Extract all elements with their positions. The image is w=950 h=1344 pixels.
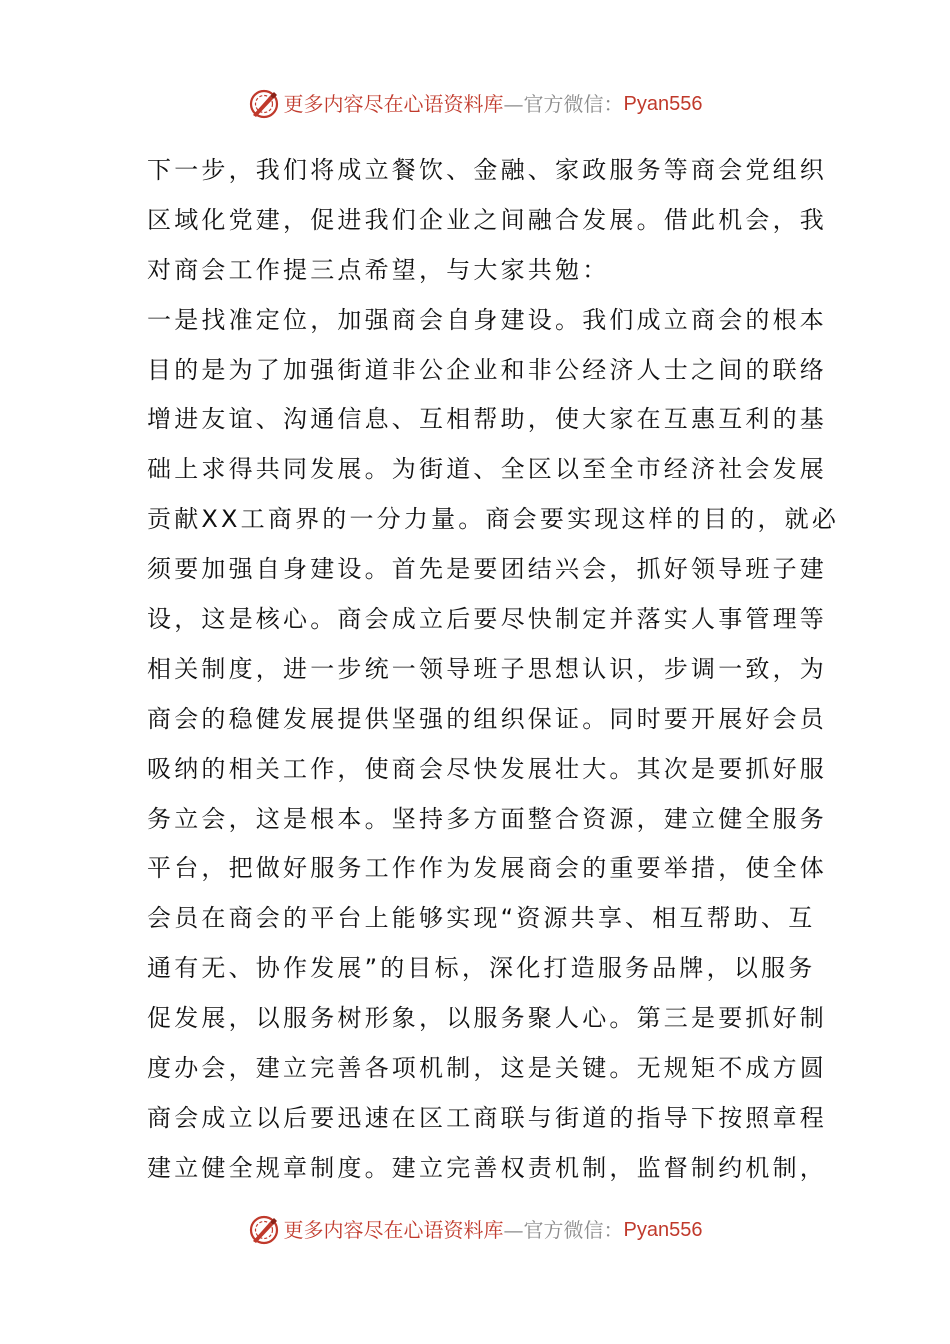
text-line: 相关制度，进一步统一领导班子思想认识，步调一致，为 [147, 654, 827, 683]
text-line: 下一步，我们将成立餐饮、金融、家政服务等商会党组织 [147, 156, 827, 184]
text-line: 吸纳的相关工作，使商会尽快发展壮大。其次是要抓好服 [147, 754, 827, 783]
banner-wechat-id: Pyan556 [623, 93, 703, 115]
banner-main-text: 更多内容尽在心语资料库 [283, 92, 504, 116]
text-line: 须要加强自身建设。首先是要团结兴会，抓好领导班子建 [147, 555, 827, 584]
text-line: 务立会，这是根本。坚持多方面整合资源，建立健全服务 [147, 804, 827, 833]
banner-separator: — [503, 1218, 524, 1242]
text-line: 目的是为了加强街道非公企业和非公经济人士之间的联络 [147, 355, 827, 384]
document-body [147, 146, 840, 1194]
banner-main-text: 更多内容尽在心语资料库 [283, 1218, 504, 1242]
text-line: 贡献XX工商界的一分力量。商会要实现这样的目的，就必 [147, 505, 840, 534]
header-banner [0, 88, 950, 120]
text-line: 促发展，以服务树形象，以服务聚人心。第三是要抓好制 [147, 1004, 827, 1033]
text-line: 建立健全规章制度。建立完善权责机制，监督制约机制， [147, 1153, 827, 1182]
banner-separator: — [503, 92, 524, 116]
pen-circle-logo-icon [248, 88, 280, 120]
banner-label: 官方微信： [523, 1218, 624, 1242]
text-line: 商会成立以后要迅速在区工商联与街道的指导下按照章程 [147, 1103, 827, 1132]
pen-circle-logo-icon [248, 1214, 280, 1246]
text-line: 会员在商会的平台上能够实现“资源共享、相互帮助、互 [147, 904, 816, 933]
text-line: 对商会工作提三点希望，与大家共勉： [147, 255, 610, 284]
text-line: 商会的稳健发展提供坚强的组织保证。同时要开展好会员 [147, 704, 827, 733]
banner-wechat-id: Pyan556 [623, 1219, 703, 1241]
text-line: 一是找准定位，加强商会自身建设。我们成立商会的根本 [147, 305, 827, 334]
text-line: 平台，把做好服务工作作为发展商会的重要举措，使全体 [147, 854, 827, 883]
text-line: 度办会，建立完善各项机制，这是关键。无规矩不成方圆 [147, 1054, 827, 1083]
footer-banner [0, 1214, 950, 1246]
banner-label: 官方微信： [523, 92, 624, 116]
text-line: 础上求得共同发展。为街道、全区以至全市经济社会发展 [147, 455, 827, 484]
text-line: 增进友谊、沟通信息、互相帮助，使大家在互惠互利的基 [147, 405, 827, 434]
text-line: 设，这是核心。商会成立后要尽快制定并落实人事管理等 [147, 605, 827, 634]
text-line: 通有无、协作发展”的目标，深化打造服务品牌，以服务 [147, 954, 816, 983]
text-line: 区域化党建，促进我们企业之间融合发展。借此机会，我 [147, 205, 827, 234]
